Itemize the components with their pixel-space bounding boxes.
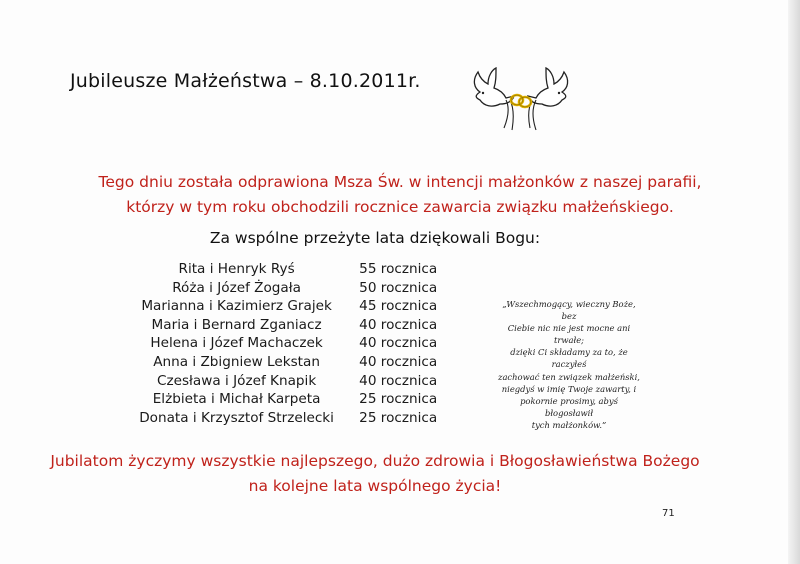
- couple-row: [118, 390, 458, 409]
- couple-names: Donata i Krzysztof Strzelecki: [139, 409, 334, 426]
- couple-names: Czesława i Józef Knapik: [156, 372, 317, 389]
- couple-anniversary: 25 rocznica: [359, 391, 438, 408]
- couple-names: Marianna i Kazimierz Grajek: [141, 298, 332, 315]
- couple-row: [118, 297, 458, 316]
- prayer-line: niegdyś w imię Twoje zawarty, i: [501, 383, 637, 394]
- couple-anniversary: 55 rocznica: [359, 261, 438, 277]
- prayer-quote: [496, 298, 642, 431]
- page-title: Jubileusze Małżeństwa – 8.10.2011r.: [70, 70, 421, 92]
- couple-anniversary: 40 rocznica: [359, 372, 438, 389]
- couple-row: [118, 279, 458, 298]
- intro-line-1: Tego dniu została odprawiona Msza Św. w intencji małżonków z naszej parafii,: [98, 173, 702, 191]
- couple-row: [118, 409, 458, 428]
- couple-row: [118, 260, 458, 279]
- couple-names: Maria i Bernard Zganiacz: [151, 316, 322, 333]
- thanks-heading: Za wspólne przeżyte lata dziękowali Bogu:: [209, 229, 541, 247]
- couple-anniversary: 50 rocznica: [359, 279, 438, 296]
- couple-row: [118, 372, 458, 391]
- prayer-line: dzięki Ci składamy za to, że raczyłeś: [510, 347, 628, 370]
- wishes-line-2: na kolejne lata wspólnego życia!: [248, 477, 502, 495]
- wishes-line-1: Jubilatom życzymy wszystkie najlepszego, dużo zdrowia i Błogosławieństwa Bożego: [50, 452, 700, 470]
- couple-row: [118, 353, 458, 372]
- couple-anniversary: 40 rocznica: [359, 316, 438, 333]
- couple-anniversary: 40 rocznica: [359, 335, 438, 352]
- page-edge: [788, 0, 800, 564]
- prayer-line: „Wszechmogący, wieczny Boże, bez: [502, 299, 636, 322]
- couple-names: Helena i Józef Machaczek: [150, 335, 323, 352]
- couple-row: [118, 334, 458, 353]
- intro-line-2: którzy w tym roku obchodzili rocznice zawarcia związku małżeńskiego.: [126, 198, 674, 216]
- page-number: 71: [662, 508, 675, 519]
- couple-names: Róża i Józef Żogała: [172, 279, 301, 296]
- prayer-line: zachować ten związek małżeński,: [498, 371, 640, 382]
- couple-anniversary: 40 rocznica: [359, 353, 438, 370]
- couple-anniversary: 25 rocznica: [359, 409, 438, 426]
- couple-names: Rita i Henryk Ryś: [178, 261, 295, 277]
- couple-anniversary: 45 rocznica: [359, 298, 438, 315]
- doves-with-wedding-rings-icon: [466, 62, 576, 134]
- couple-names: Elżbieta i Michał Karpeta: [152, 391, 321, 408]
- prayer-line: tych małżonków.”: [531, 419, 607, 430]
- couple-names: Anna i Zbigniew Lekstan: [153, 353, 320, 370]
- couple-row: [118, 316, 458, 335]
- prayer-line: Ciebie nic nie jest mocne ani trwałe;: [507, 323, 631, 346]
- prayer-line: pokornie prosimy, abyś błogosławił: [520, 395, 618, 418]
- couples-list: [118, 260, 458, 427]
